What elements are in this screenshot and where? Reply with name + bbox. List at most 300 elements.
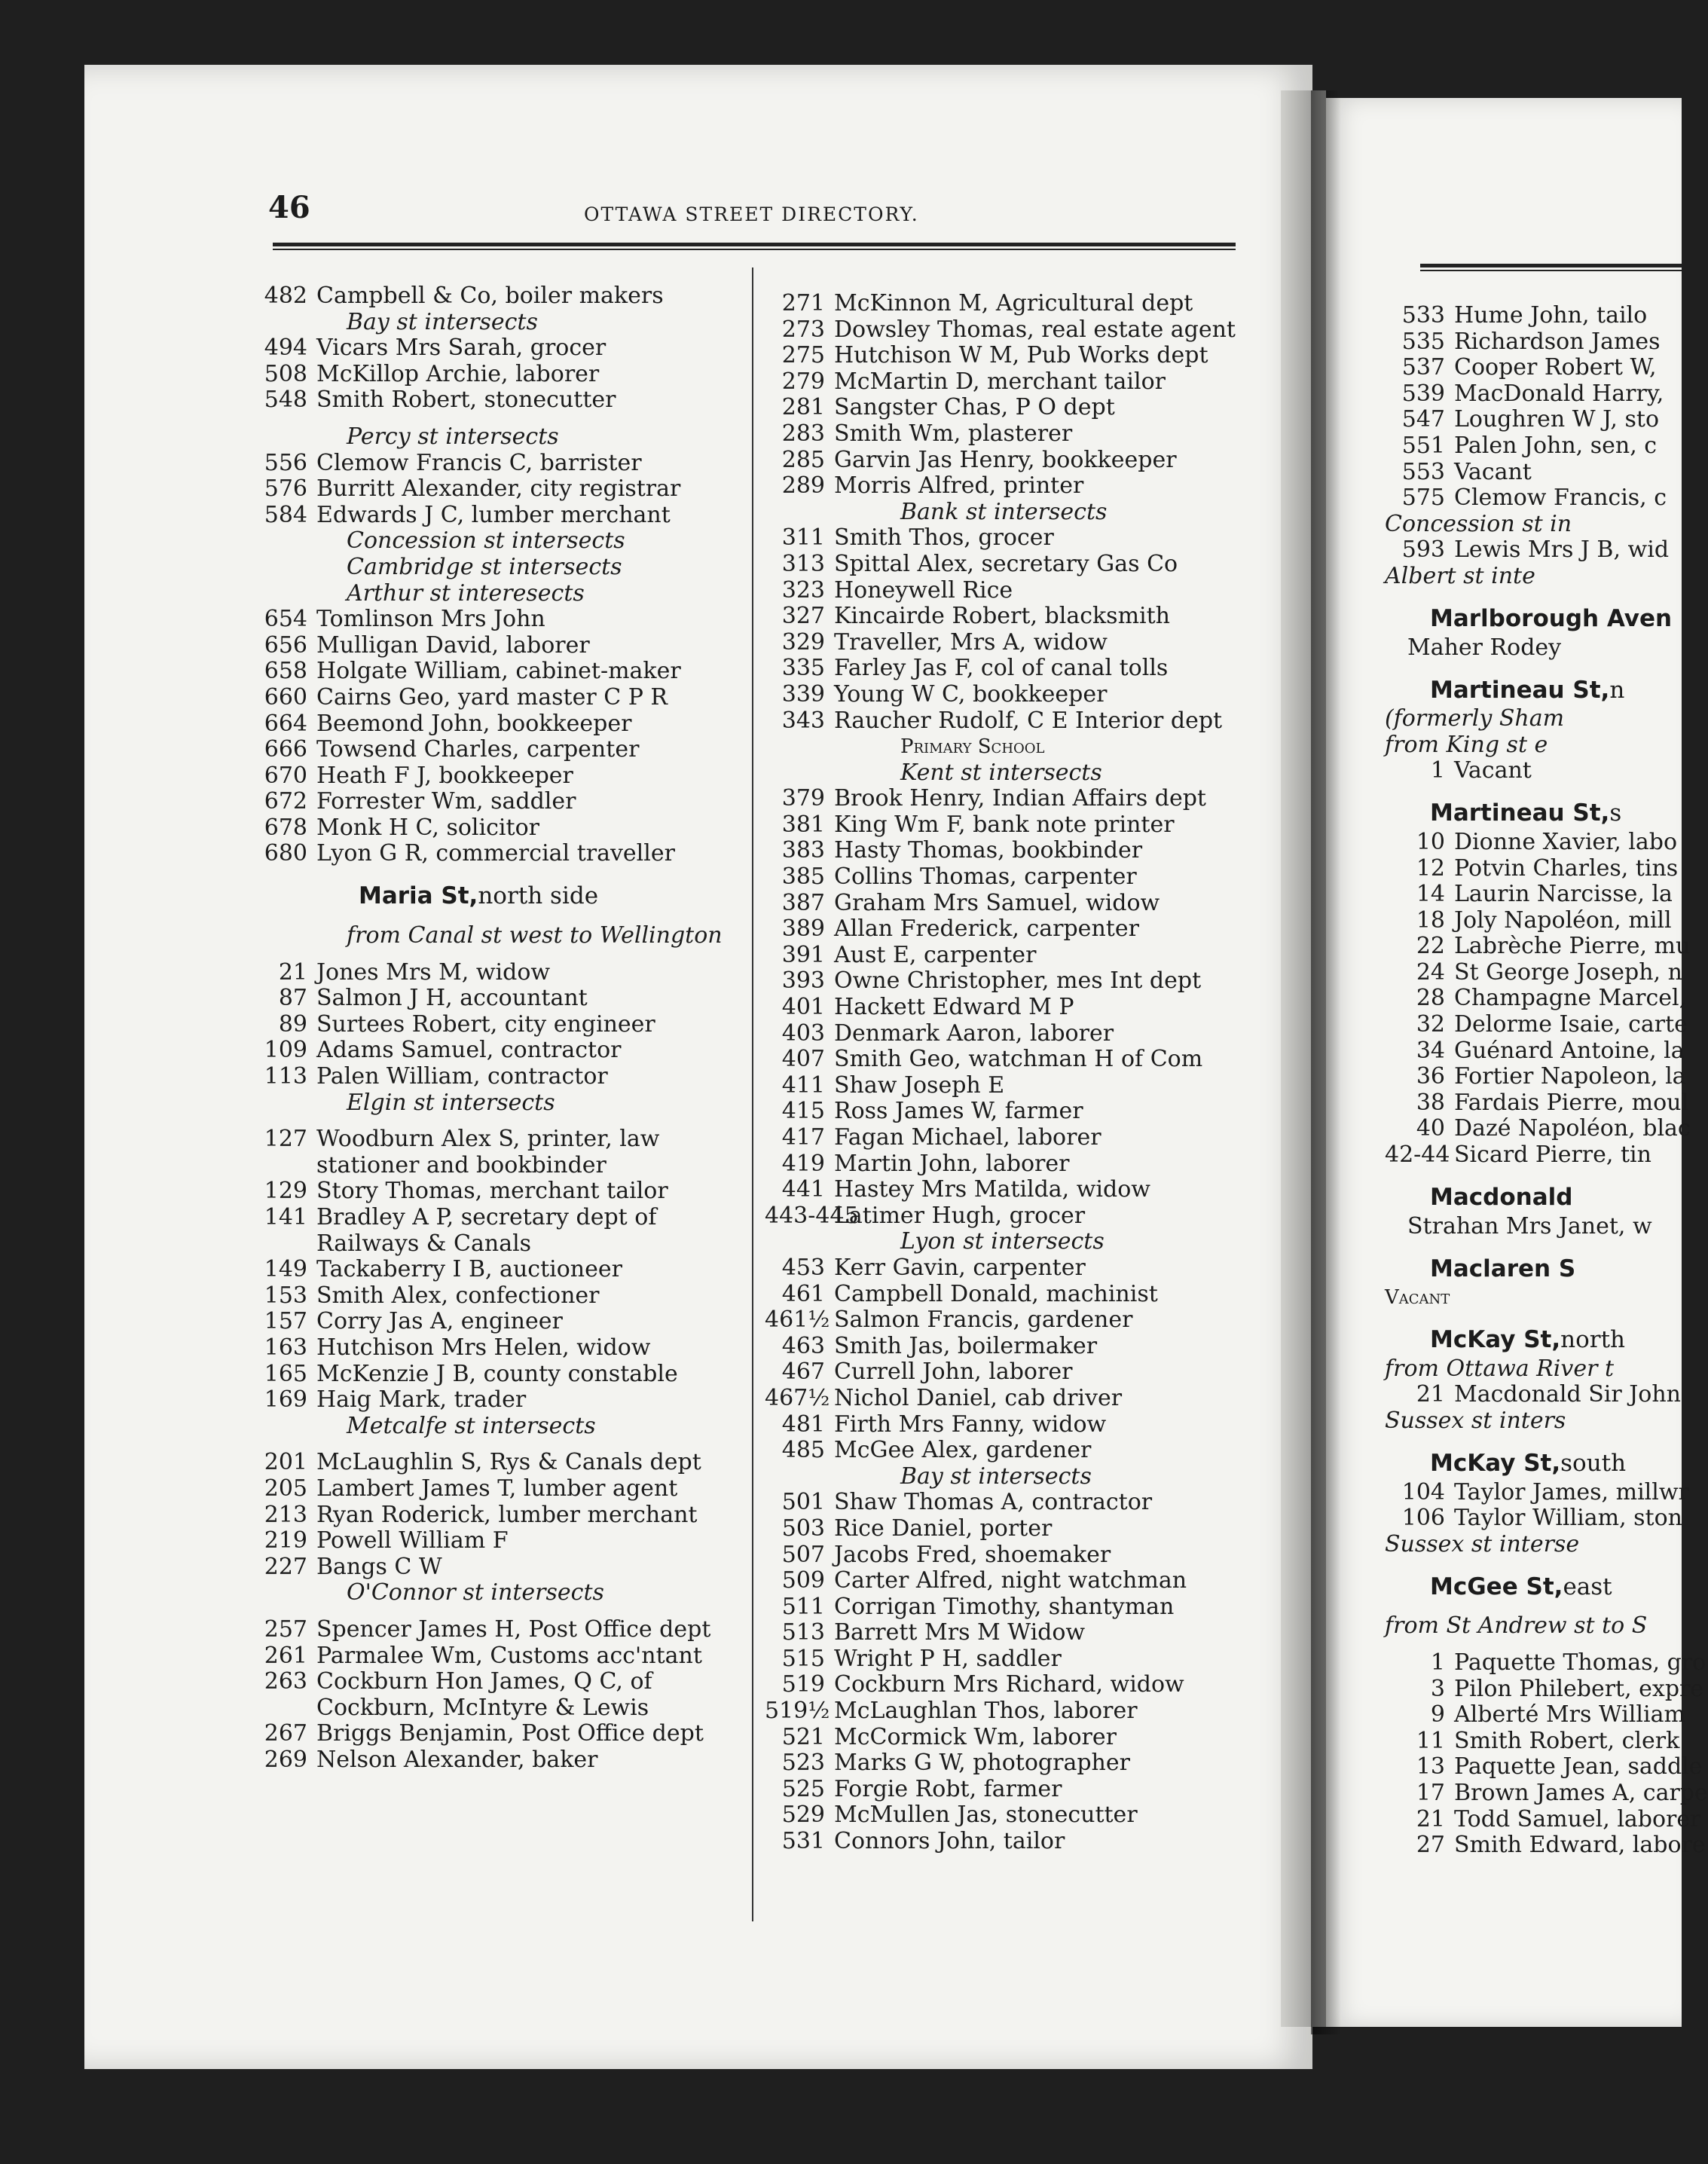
house-number: 379 <box>781 785 825 812</box>
directory-entry <box>765 473 1247 500</box>
street-name: Macdonald <box>1430 1184 1573 1212</box>
house-number: 40 <box>1416 1115 1445 1142</box>
resident-name: Hutchison Mrs Helen, widow <box>316 1334 651 1361</box>
directory-entry <box>765 708 1247 735</box>
house-number: 257 <box>264 1615 307 1643</box>
house-number: 109 <box>264 1037 307 1064</box>
directory-entry <box>1385 1478 1689 1506</box>
directory-entry <box>256 1205 723 1231</box>
street-heading <box>1385 1557 1686 1603</box>
directory-entry <box>765 1725 1247 1751</box>
house-number: 453 <box>781 1254 825 1281</box>
house-number: 501 <box>781 1489 825 1516</box>
resident-name: Potvin Charles, tins <box>1454 854 1679 882</box>
directory-entry <box>1385 355 1686 381</box>
intersection-label: Concession st in <box>1385 510 1572 537</box>
house-number: 21 <box>1416 1805 1445 1832</box>
directory-entry <box>765 1750 1247 1777</box>
house-number: 383 <box>781 837 825 864</box>
resident-name: Paquette Thomas, gro <box>1454 1649 1706 1676</box>
directory-entry <box>256 1064 723 1090</box>
resident-name: Macdonald Sir John <box>1454 1381 1681 1408</box>
street-heading <box>1385 1311 1686 1356</box>
house-number: 219 <box>264 1527 307 1554</box>
directory-entry <box>256 335 723 362</box>
directory-entry <box>765 786 1247 812</box>
street-heading <box>1385 661 1686 706</box>
house-number: 106 <box>1401 1505 1445 1532</box>
intersection-label: Percy st intersects <box>347 423 559 450</box>
resident-name: Palen William, contractor <box>316 1063 608 1090</box>
directory-entry <box>256 1012 723 1038</box>
house-number: 313 <box>781 550 825 577</box>
resident-name: Taylor William, ston <box>1454 1505 1682 1532</box>
house-number: 551 <box>1401 432 1445 459</box>
directory-entry <box>765 1829 1247 1855</box>
intersection-label: Kent st intersects <box>900 759 1102 786</box>
directory-entry <box>256 685 723 711</box>
spacer <box>1385 1603 1686 1613</box>
house-number: 261 <box>264 1642 307 1669</box>
resident-name: MacDonald Harry, <box>1454 380 1664 407</box>
resident-name: Smith Jas, boilermaker <box>834 1332 1098 1359</box>
house-number: 519 <box>781 1671 825 1698</box>
directory-entry <box>256 789 723 815</box>
directory-entry <box>1385 460 1686 486</box>
house-number: 271 <box>781 290 825 316</box>
house-number: 275 <box>781 342 825 369</box>
plain-entry <box>1385 635 1686 662</box>
street-heading <box>1385 1435 1686 1480</box>
house-number: 14 <box>1416 881 1445 908</box>
directory-entry <box>765 1255 1247 1282</box>
resident-name: Hastey Mrs Matilda, widow <box>834 1176 1150 1203</box>
resident-name: McKinnon M, Agricultural dept <box>834 290 1193 316</box>
street-name: Maclaren S <box>1430 1255 1576 1282</box>
resident-name: Honeywell Rice <box>834 576 1013 604</box>
directory-entry <box>765 1698 1247 1725</box>
directory-entry <box>765 1516 1247 1542</box>
resident-name: Brown James A, carpe <box>1454 1779 1708 1806</box>
directory-entry <box>765 317 1247 344</box>
spacer <box>256 912 723 923</box>
directory-entry <box>256 1126 723 1153</box>
directory-entry <box>765 864 1247 891</box>
intersection-label: Sussex st interse <box>1385 1530 1580 1557</box>
house-number: 129 <box>264 1178 307 1205</box>
directory-entry <box>765 1646 1247 1673</box>
resident-name: Lambert James T, lumber agent <box>316 1475 678 1502</box>
resident-name: Morris Alfred, printer <box>834 472 1084 500</box>
house-number: 419 <box>781 1150 825 1177</box>
directory-entry <box>765 1490 1247 1516</box>
spacer <box>256 1606 723 1617</box>
street-name: Marlborough Aven <box>1430 604 1673 632</box>
entry-continuation <box>256 1153 723 1179</box>
house-number: 503 <box>781 1514 825 1542</box>
resident-name: Lyon G R, commercial traveller <box>316 840 675 867</box>
house-number: 415 <box>781 1098 825 1125</box>
directory-entry <box>256 1362 723 1388</box>
resident-name: Tackaberry I B, auctioneer <box>316 1256 622 1283</box>
street-side: s <box>1609 799 1622 827</box>
intersection-label: from Canal st west to Wellington <box>347 922 723 949</box>
resident-name: Fardais Pierre, moul <box>1454 1089 1689 1116</box>
directory-entry <box>765 1542 1247 1569</box>
directory-entry <box>765 1672 1247 1698</box>
intersection-label: Bank st intersects <box>900 498 1108 525</box>
resident-name: Burritt Alexander, city registrar <box>316 475 681 503</box>
resident-name: Surtees Robert, city engineer <box>316 1010 655 1038</box>
header-rule-right-page <box>1420 264 1682 271</box>
resident-name: Brook Henry, Indian Affairs dept <box>834 785 1206 812</box>
house-number: 533 <box>1401 302 1445 329</box>
resident-name: Spittal Alex, secretary Gas Co <box>834 550 1178 577</box>
street-heading <box>1385 590 1686 635</box>
house-number: 141 <box>264 1204 307 1230</box>
house-number: 664 <box>264 710 307 737</box>
intersection-label: Concession st intersects <box>347 527 625 555</box>
directory-entry <box>256 1528 723 1554</box>
house-number: 481 <box>781 1411 825 1438</box>
resident-name: Rice Daniel, porter <box>834 1514 1053 1542</box>
house-number: 672 <box>264 788 307 815</box>
directory-entry <box>1385 1779 1708 1807</box>
house-number: 494 <box>264 335 307 362</box>
house-number: 17 <box>1416 1779 1445 1806</box>
street-heading <box>256 867 723 912</box>
directory-entry <box>1385 856 1686 882</box>
house-number: 13 <box>1416 1753 1445 1780</box>
resident-name: Vacant <box>1454 757 1532 784</box>
house-number: 323 <box>781 576 825 604</box>
directory-entry <box>1385 1649 1706 1676</box>
intersection-label: Albert st inte <box>1385 562 1535 589</box>
resident-name: Nichol Daniel, cab driver <box>834 1384 1123 1411</box>
resident-name: Shaw Thomas A, contractor <box>834 1489 1153 1516</box>
resident-name: Hasty Thomas, bookbinder <box>834 837 1143 864</box>
resident-name: Guénard Antoine, la <box>1454 1037 1685 1064</box>
house-number: 678 <box>264 814 307 841</box>
house-number: 335 <box>781 655 825 682</box>
directory-entry <box>765 448 1247 474</box>
house-number: 658 <box>264 658 307 685</box>
house-number: 385 <box>781 863 825 891</box>
directory-entry <box>765 291 1247 317</box>
house-number: 509 <box>781 1567 825 1594</box>
house-number: 515 <box>781 1645 825 1672</box>
resident-name: McCormick Wm, laborer <box>834 1723 1117 1750</box>
street-name: Martineau St, <box>1430 799 1610 827</box>
directory-entry <box>1385 1832 1706 1859</box>
resident-name: Lewis Mrs J B, wid <box>1454 536 1670 564</box>
intersection-label: from St Andrew st to S <box>1385 1612 1648 1640</box>
directory-entry <box>256 362 723 388</box>
intersection-label: Cambridge st intersects <box>347 553 622 580</box>
house-number: 12 <box>1416 854 1445 882</box>
house-number: 507 <box>781 1541 825 1568</box>
resident-name: Jacobs Fred, shoemaker <box>834 1541 1111 1568</box>
directory-entry <box>1385 1382 1686 1408</box>
directory-entry <box>256 1178 723 1205</box>
resident-name: Ross James W, farmer <box>834 1098 1083 1125</box>
resident-name: Bradley A P, secretary dept of <box>316 1204 657 1230</box>
house-number: 547 <box>1401 406 1445 433</box>
directory-entry <box>765 838 1247 864</box>
page-number: 46 <box>268 190 310 225</box>
resident-name: Strahan Mrs Janet, w <box>1407 1212 1652 1239</box>
intersection-label: Arthur st interesects <box>347 579 585 607</box>
house-number: 201 <box>264 1449 307 1476</box>
resident-name: Shaw Joseph E <box>834 1071 1005 1099</box>
column-divider <box>752 267 753 1921</box>
resident-name: Smith Edward, labore <box>1454 1832 1706 1859</box>
resident-name: Briggs Benjamin, Post Office dept <box>316 1720 704 1747</box>
resident-name: Sicard Pierre, tin <box>1454 1142 1651 1169</box>
directory-entry <box>256 1476 723 1502</box>
house-number: 553 <box>1401 458 1445 485</box>
house-number: 417 <box>781 1124 825 1151</box>
resident-name: Beemond John, bookkeeper <box>316 710 632 737</box>
house-number: 169 <box>264 1386 307 1414</box>
resident-name: Wright P H, saddler <box>834 1645 1062 1672</box>
resident-name: St George Joseph, n <box>1454 958 1682 986</box>
house-number: 36 <box>1416 1063 1445 1090</box>
house-number: 525 <box>781 1775 825 1802</box>
resident-name: McLaughlin S, Rys & Canals dept <box>316 1449 701 1476</box>
house-number: 42-44 <box>1385 1142 1450 1169</box>
house-number: 21 <box>1416 1381 1445 1408</box>
resident-name: Carter Alfred, night watchman <box>834 1567 1187 1594</box>
resident-name: Labrèche Pierre, mu <box>1454 933 1691 960</box>
continuation-text: Cockburn, McIntyre & Lewis <box>316 1694 649 1721</box>
intersection-label: Elgin st intersects <box>347 1089 555 1116</box>
street-heading <box>1385 1239 1686 1285</box>
street-side: east <box>1563 1573 1612 1600</box>
house-number: 584 <box>264 501 307 528</box>
section-note: Vacant <box>1385 1286 1450 1310</box>
directory-entry <box>256 1747 723 1774</box>
directory-entry <box>765 369 1247 396</box>
house-number: 660 <box>264 683 307 711</box>
house-number: 163 <box>264 1334 307 1361</box>
house-number: 654 <box>264 606 307 633</box>
resident-name: McKillop Archie, laborer <box>316 360 600 387</box>
house-number: 87 <box>278 985 307 1012</box>
house-number: 205 <box>264 1475 307 1502</box>
intersection-label: (formerly Sham <box>1385 705 1565 732</box>
house-number: 539 <box>1401 380 1445 407</box>
directory-entry <box>765 630 1247 656</box>
directory-entry <box>765 1777 1247 1803</box>
resident-name: Todd Samuel, laborer <box>1454 1805 1701 1832</box>
house-number: 391 <box>781 941 825 968</box>
entry-continuation <box>256 1231 723 1258</box>
house-number: 531 <box>781 1828 825 1855</box>
resident-name: Farley Jas F, col of canal tolls <box>834 655 1169 682</box>
resident-name: Cockburn Hon James, Q C, of <box>316 1668 652 1695</box>
resident-name: Joly Napoléon, mill <box>1454 906 1672 934</box>
resident-name: McMartin D, merchant tailor <box>834 368 1166 395</box>
directory-entry <box>1385 381 1686 408</box>
house-number: 548 <box>264 387 307 414</box>
resident-name: Powell William F <box>316 1527 509 1554</box>
street-heading <box>1385 1169 1686 1214</box>
resident-name: Smith Wm, plasterer <box>834 420 1073 447</box>
resident-name: Firth Mrs Fanny, widow <box>834 1411 1107 1438</box>
resident-name: Corrigan Timothy, shantyman <box>834 1593 1175 1620</box>
house-number: 153 <box>264 1282 307 1309</box>
house-number: 521 <box>781 1723 825 1750</box>
directory-entry <box>1385 908 1686 934</box>
house-number: 389 <box>781 915 825 943</box>
intersection-label: Metcalfe st intersects <box>347 1412 596 1439</box>
house-number: 576 <box>264 475 307 503</box>
resident-name: Dionne Xavier, labo <box>1454 828 1678 855</box>
page-title: OTTAWA STREET DIRECTORY. <box>584 203 919 225</box>
house-number: 401 <box>781 994 825 1021</box>
resident-name: Martin John, laborer <box>834 1150 1070 1177</box>
house-number: 556 <box>264 449 307 476</box>
resident-name: Salmon J H, accountant <box>316 985 588 1012</box>
directory-entry <box>1385 986 1686 1012</box>
directory-entry <box>256 1038 723 1064</box>
resident-name: Adams Samuel, contractor <box>316 1037 622 1064</box>
street-side: south <box>1560 1450 1627 1477</box>
directory-entry <box>1385 485 1686 512</box>
directory-entry <box>256 633 723 659</box>
directory-entry <box>765 578 1247 604</box>
directory-entry <box>256 451 723 477</box>
resident-name: Alberté Mrs William <box>1454 1701 1685 1728</box>
directory-entry <box>765 1386 1247 1412</box>
directory-entry <box>256 841 723 867</box>
resident-name: Tomlinson Mrs John <box>316 606 545 633</box>
directory-entry <box>765 552 1247 578</box>
house-number: 10 <box>1416 828 1445 855</box>
house-number: 28 <box>1416 985 1445 1012</box>
resident-name: Smith Robert, clerk <box>1454 1727 1680 1754</box>
house-number: 127 <box>264 1126 307 1153</box>
resident-name: Spencer James H, Post Office dept <box>316 1615 711 1643</box>
intersection-label: Bay st intersects <box>900 1463 1092 1490</box>
resident-name: Smith Geo, watchman H of Com <box>834 1046 1203 1073</box>
house-number: 680 <box>264 840 307 867</box>
directory-entry <box>256 1669 723 1695</box>
resident-name: McLaughlan Thos, laborer <box>834 1698 1138 1725</box>
directory-entry <box>1385 960 1686 986</box>
directory-entry <box>765 1438 1247 1464</box>
house-number: 38 <box>1416 1089 1445 1116</box>
house-number: 443-445 <box>765 1202 859 1229</box>
street-name: McGee St, <box>1430 1573 1563 1600</box>
directory-entry <box>256 1450 723 1476</box>
directory-entry <box>765 1359 1247 1386</box>
directory-entry <box>765 1802 1247 1829</box>
house-number: 269 <box>264 1746 307 1773</box>
resident-name: Currell John, laborer <box>834 1359 1073 1386</box>
directory-entry <box>1385 933 1691 960</box>
resident-name: Sangster Chas, P O dept <box>834 394 1115 421</box>
resident-name: Loughren W J, sto <box>1454 406 1660 433</box>
directory-entry <box>256 960 723 986</box>
house-number: 535 <box>1401 328 1445 355</box>
house-number: 381 <box>781 811 825 838</box>
house-number: 666 <box>264 736 307 763</box>
house-number: 149 <box>264 1256 307 1283</box>
directory-entry <box>1385 1805 1701 1833</box>
resident-name: Delorme Isaie, carte <box>1454 1011 1688 1038</box>
directory-entry <box>256 387 723 414</box>
directory-entry <box>765 343 1247 369</box>
street-side: north side <box>478 882 599 910</box>
house-number: 3 <box>1430 1675 1445 1702</box>
resident-name: Marks G W, photographer <box>834 1750 1130 1777</box>
house-number: 463 <box>781 1332 825 1359</box>
directory-entry <box>256 763 723 790</box>
column-1 <box>256 283 723 1773</box>
resident-name: Maher Rodey <box>1407 634 1562 661</box>
house-number: 227 <box>264 1553 307 1580</box>
house-number: 9 <box>1430 1701 1445 1728</box>
directory-entry <box>765 968 1247 995</box>
resident-name: Kerr Gavin, carpenter <box>834 1254 1086 1281</box>
street-side: n <box>1609 676 1625 704</box>
house-number: 461 <box>781 1280 825 1307</box>
house-number: 441 <box>781 1176 825 1203</box>
directory-entry <box>1385 1115 1691 1142</box>
street-heading <box>1385 784 1686 830</box>
house-number: 670 <box>264 762 307 789</box>
house-number: 656 <box>264 631 307 659</box>
resident-name: Fortier Napoleon, la <box>1454 1063 1686 1090</box>
house-number: 24 <box>1416 958 1445 986</box>
directory-entry <box>256 815 723 842</box>
house-number: 285 <box>781 446 825 473</box>
resident-name: Kincairde Robert, blacksmith <box>834 603 1171 630</box>
spine-shadow <box>1311 90 1341 2034</box>
resident-name: Cooper Robert W, <box>1454 354 1657 381</box>
directory-entry <box>765 812 1247 839</box>
house-number: 157 <box>264 1308 307 1335</box>
house-number: 411 <box>781 1071 825 1099</box>
house-number: 263 <box>264 1668 307 1695</box>
resident-name: Palen John, sen, c <box>1454 432 1658 459</box>
directory-entry <box>1385 1038 1686 1065</box>
resident-name: Denmark Aaron, laborer <box>834 1019 1114 1047</box>
resident-name: Smith Thos, grocer <box>834 524 1054 552</box>
column-3-partial <box>1385 302 1708 1859</box>
directory-entry <box>1385 882 1686 908</box>
house-number: 27 <box>1416 1832 1445 1859</box>
resident-name: Aust E, carpenter <box>834 941 1037 968</box>
resident-name: McKenzie J B, county constable <box>316 1360 678 1387</box>
directory-entry <box>1385 1675 1704 1703</box>
directory-entry <box>765 1073 1247 1099</box>
resident-name: Latimer Hugh, grocer <box>834 1202 1086 1229</box>
directory-entry <box>765 1620 1247 1646</box>
house-number: 283 <box>781 420 825 447</box>
street-name: McKay St, <box>1430 1326 1561 1354</box>
resident-name: Cockburn Mrs Richard, widow <box>834 1671 1184 1698</box>
directory-entry <box>1385 1728 1686 1755</box>
intersection-label: from Ottawa River t <box>1385 1355 1614 1382</box>
intersection-label: Bay st intersects <box>347 308 538 335</box>
directory-entry <box>765 1177 1247 1203</box>
house-number: 281 <box>781 394 825 421</box>
resident-name: Dowsley Thomas, real estate agent <box>834 316 1236 343</box>
house-number: 467 <box>781 1359 825 1386</box>
